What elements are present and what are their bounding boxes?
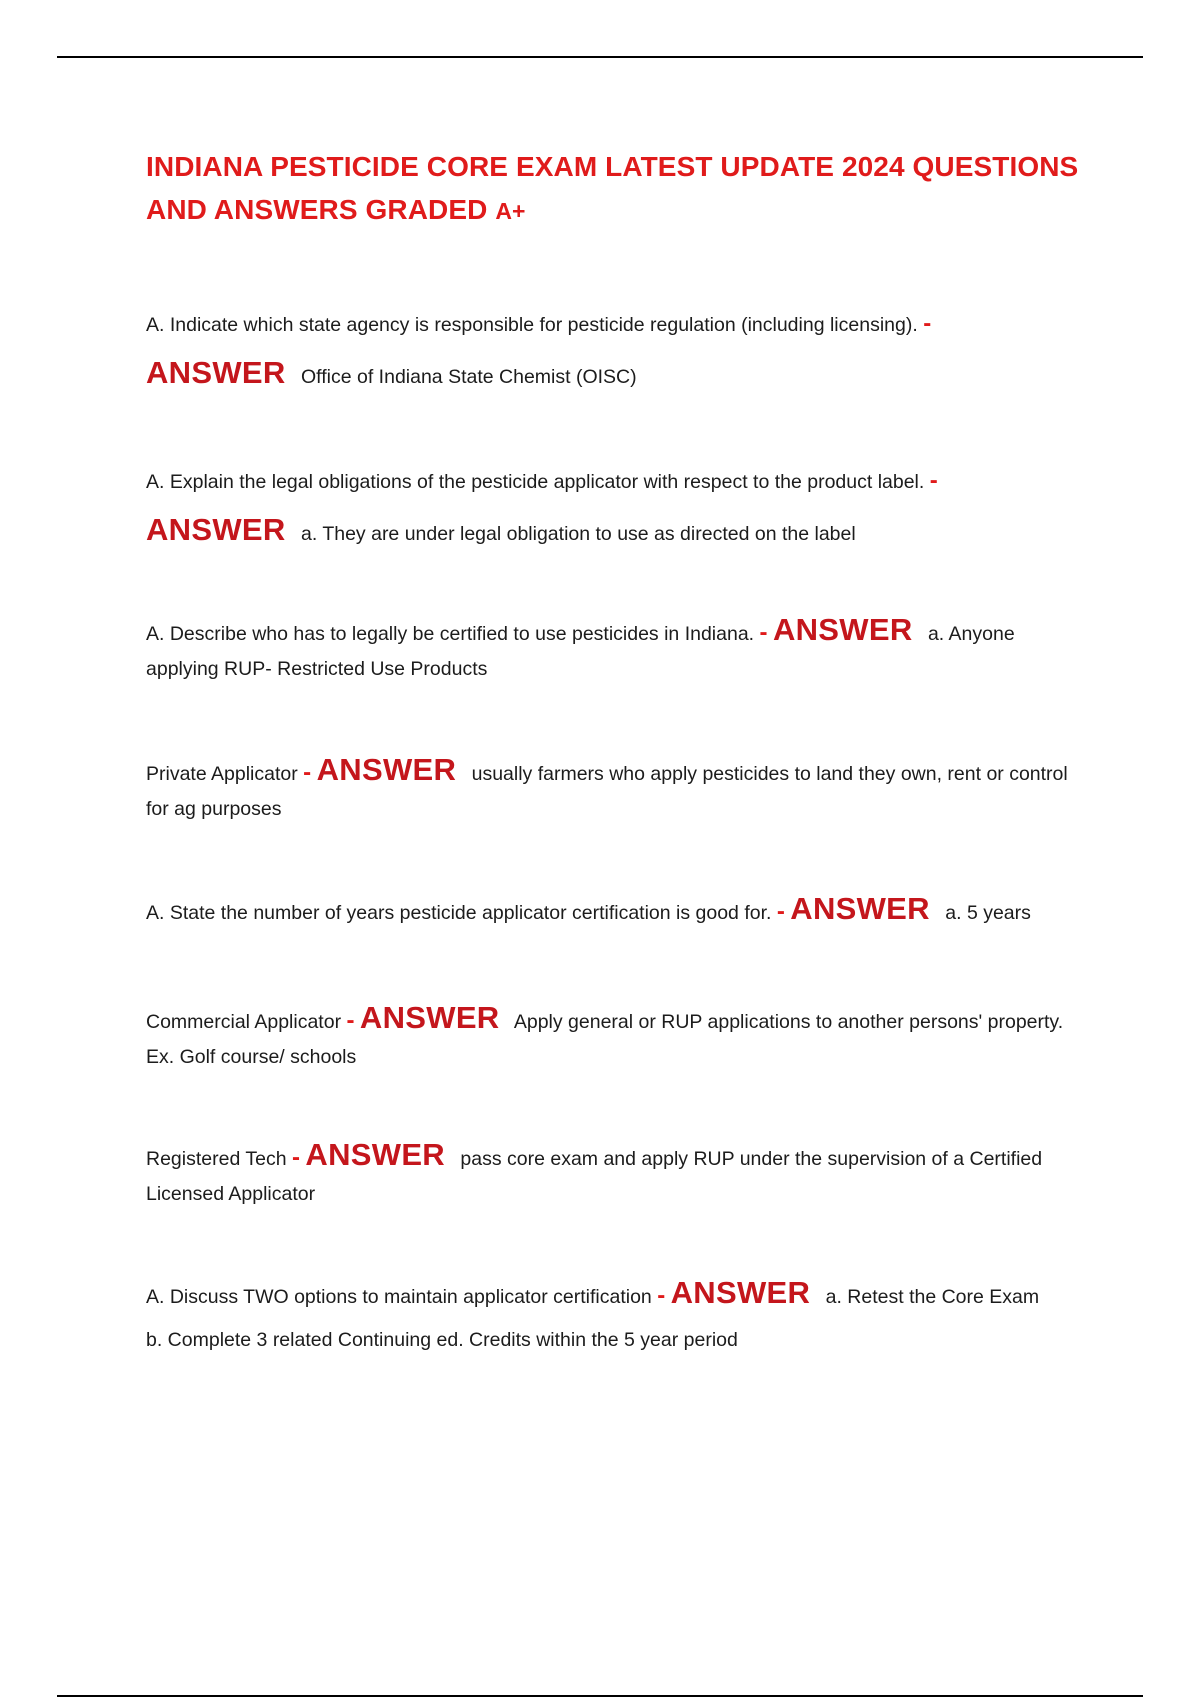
answer-text: a. Anyone applying RUP- Restricted Use Products xyxy=(146,623,1015,680)
answer-text: a. They are under legal obligation to use as directed on the label xyxy=(301,523,856,545)
question-text: A. Describe who has to legally be certified to use pesticides in Indiana. xyxy=(146,623,755,645)
answer-label: ANSWER xyxy=(790,891,930,926)
answer-text: a. 5 years xyxy=(945,902,1031,924)
answer-text: Office of Indiana State Chemist (OISC) xyxy=(301,366,637,388)
answer-separator: - xyxy=(759,619,768,646)
qa-item xyxy=(146,300,1086,401)
qa-item xyxy=(146,612,1086,687)
answer-text: Apply general or RUP applications to another persons' property. Ex. Golf course/ schools xyxy=(146,1011,1064,1068)
answer-label: ANSWER xyxy=(772,612,913,647)
question-text: A. Discuss TWO options to maintain applicator certification xyxy=(146,1286,652,1308)
answer-separator: - xyxy=(929,467,938,494)
answer-label: ANSWER xyxy=(305,1137,445,1172)
answer-label: ANSWER xyxy=(316,752,457,787)
answer-label: ANSWER xyxy=(146,355,286,390)
answer-text-line2: b. Complete 3 related Continuing ed. Credits within the 5 year period xyxy=(146,1329,738,1351)
answer-separator: - xyxy=(291,1144,300,1171)
question-text: Registered Tech xyxy=(146,1148,287,1170)
answer-text: pass core exam and apply RUP under the supervision of a Certified Licensed Applicator xyxy=(146,1148,1043,1205)
answer-separator: - xyxy=(303,759,312,786)
bottom-rule xyxy=(57,1695,1143,1697)
answer-label: ANSWER xyxy=(670,1275,811,1310)
answer-separator: - xyxy=(923,310,932,337)
qa-item xyxy=(146,752,1086,827)
answer-label: ANSWER xyxy=(359,1000,500,1035)
question-text: Private Applicator xyxy=(146,763,298,785)
answer-text: a. Retest the Core Exam xyxy=(825,1286,1040,1308)
document-title xyxy=(146,145,1086,233)
answer-separator: - xyxy=(346,1007,355,1034)
qa-item xyxy=(146,1275,1086,1365)
qa-item xyxy=(146,457,1086,558)
qa-item xyxy=(146,1137,1086,1212)
answer-label: ANSWER xyxy=(146,512,286,547)
question-text: A. State the number of years pesticide applicator certification is good for. xyxy=(146,902,772,924)
answer-text: usually farmers who apply pesticides to land they own, rent or control for ag purposes xyxy=(146,763,1068,820)
title-grade: A+ xyxy=(495,198,526,224)
question-text: A. Indicate which state agency is responsible for pesticide regulation (including licensing). xyxy=(146,314,918,336)
question-text: Commercial Applicator xyxy=(146,1011,342,1033)
answer-separator: - xyxy=(776,898,785,925)
qa-item xyxy=(146,891,1086,931)
answer-separator: - xyxy=(657,1282,666,1309)
title-text: INDIANA PESTICIDE CORE EXAM LATEST UPDATE 2024 QUESTIONS AND ANSWERS GRADED xyxy=(146,151,1079,225)
question-text: A. Explain the legal obligations of the pesticide applicator with respect to the product label. xyxy=(146,471,925,493)
top-rule xyxy=(57,56,1143,58)
qa-item xyxy=(146,1000,1086,1075)
